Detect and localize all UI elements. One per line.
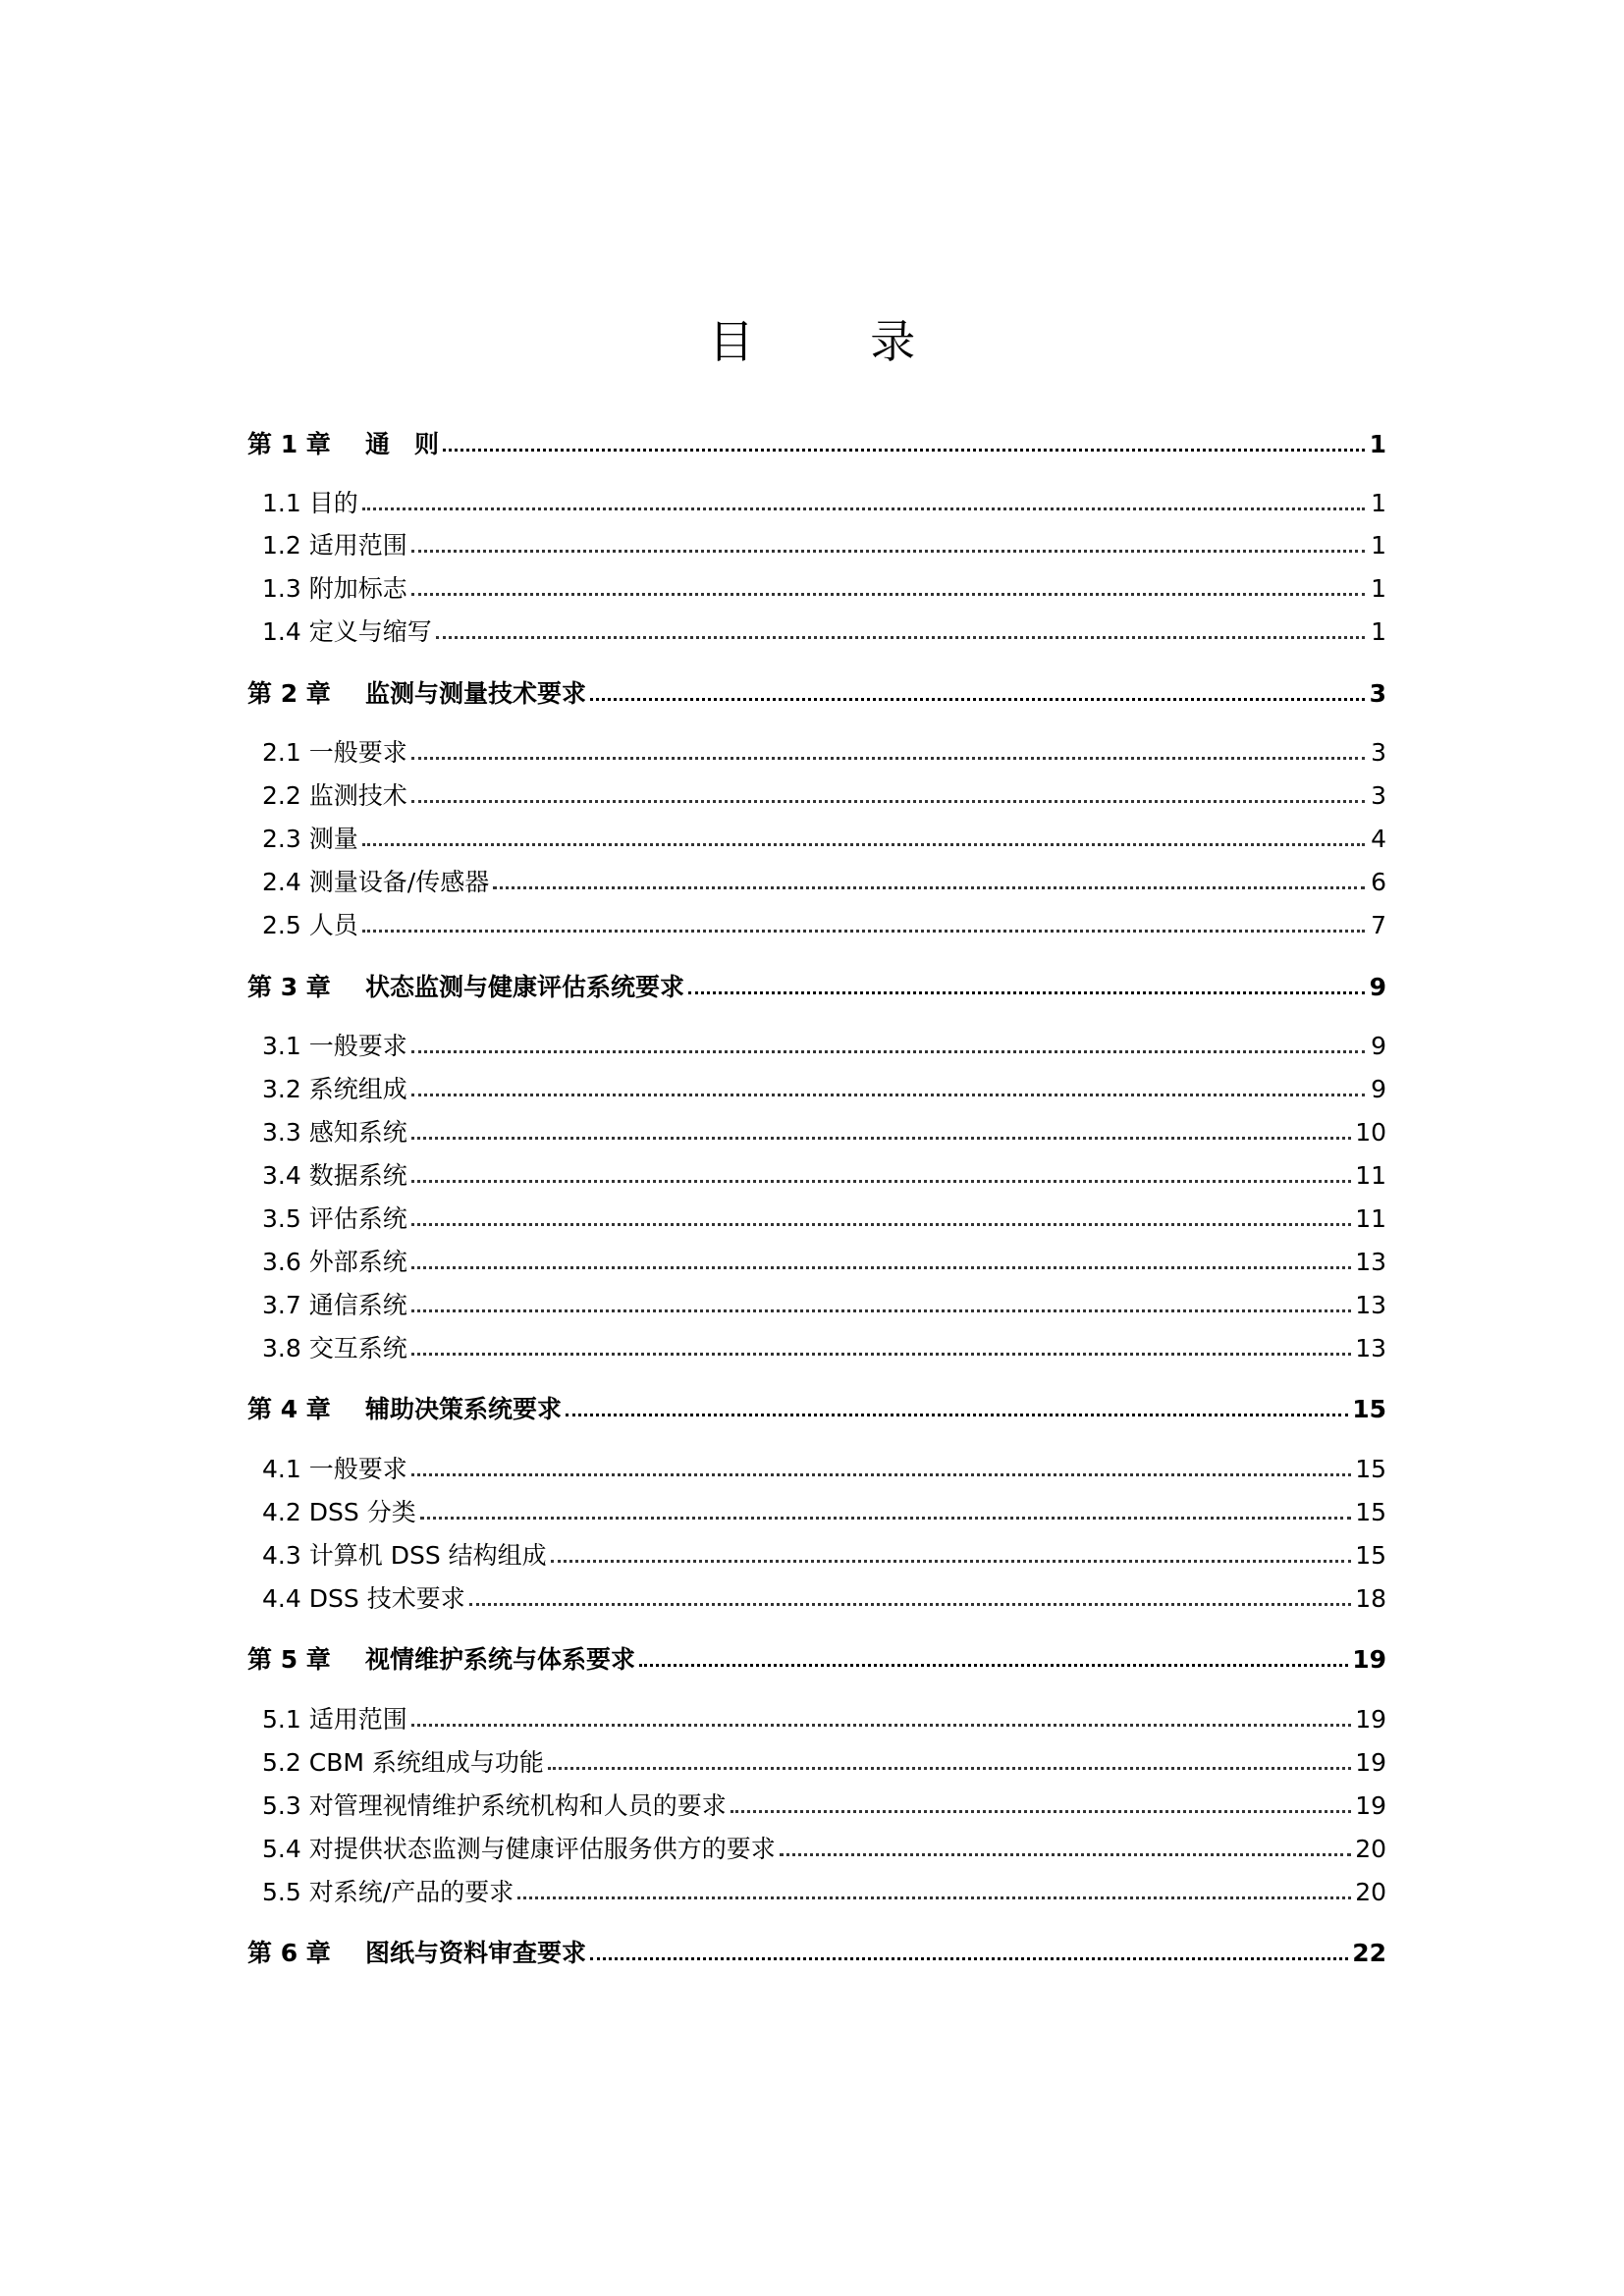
toc-entry-page-number: 20: [1355, 1835, 1386, 1863]
toc-entry-page-number: 11: [1355, 1204, 1386, 1233]
dot-leader: [566, 1413, 1348, 1416]
dot-leader: [411, 1136, 1351, 1140]
toc-entry-label: 感知系统: [308, 1118, 407, 1147]
toc-entry-number: 2.1: [262, 738, 301, 767]
toc-entry-page-number: 10: [1355, 1118, 1386, 1147]
dot-leader: [548, 1766, 1351, 1770]
dot-leader: [411, 1265, 1351, 1269]
toc-entry-number: 5.5: [262, 1878, 301, 1906]
toc-section-entry[interactable]: [262, 1072, 1386, 1107]
toc-entry-label: DSS 技术要求: [308, 1584, 465, 1613]
toc-entry-label: 人员: [308, 911, 358, 939]
toc-section-entry[interactable]: [262, 486, 1386, 521]
toc-entry-label: 计算机 DSS 结构组成: [308, 1541, 547, 1570]
toc-entry-number: 3.3: [262, 1118, 301, 1147]
dot-leader: [411, 1222, 1351, 1226]
toc-entry-number: 3.8: [262, 1334, 301, 1362]
toc-entry-number: 3.1: [262, 1032, 301, 1060]
toc-title: 目 录: [708, 315, 967, 368]
toc-entry-number: 1.3: [262, 574, 301, 603]
toc-entry-page-number: 3: [1369, 679, 1386, 708]
dot-leader: [362, 929, 1365, 933]
toc-entry-label: 交互系统: [308, 1334, 407, 1362]
toc-entry-number: 1.2: [262, 531, 301, 560]
dot-leader: [517, 1896, 1351, 1899]
toc-entry-number: 第 5 章: [247, 1645, 331, 1674]
toc-entry-number: 第 2 章: [247, 679, 331, 708]
toc-entry-number: 3.2: [262, 1075, 301, 1103]
toc-chapter-entry[interactable]: [247, 427, 1386, 462]
dot-leader: [411, 1472, 1351, 1476]
dot-leader: [436, 635, 1365, 639]
toc-entry-label: 评估系统: [308, 1204, 407, 1233]
toc-section-entry[interactable]: [262, 1875, 1386, 1910]
toc-entry-number: 4.3: [262, 1541, 301, 1570]
toc-entry-label: 测量: [308, 825, 358, 853]
toc-entry-number: 4.1: [262, 1455, 301, 1483]
toc-entry-number: 5.1: [262, 1705, 301, 1734]
dot-leader: [493, 885, 1365, 889]
dot-leader: [411, 1308, 1351, 1312]
toc-section-entry[interactable]: [262, 1245, 1386, 1280]
toc-section-entry[interactable]: [262, 1029, 1386, 1064]
toc-entry-page-number: 20: [1355, 1878, 1386, 1906]
toc-entry-number: 2.2: [262, 781, 301, 810]
dot-leader: [411, 549, 1365, 553]
dot-leader: [411, 756, 1365, 760]
toc-section-entry[interactable]: [262, 528, 1386, 563]
toc-entry-page-number: 7: [1371, 911, 1386, 939]
toc-section-entry[interactable]: [262, 1495, 1386, 1530]
toc-entry-page-number: 9: [1369, 973, 1386, 1001]
toc-entry-label: DSS 分类: [308, 1498, 416, 1526]
toc-entry-page-number: 3: [1371, 738, 1386, 767]
toc-entry-number: 3.6: [262, 1248, 301, 1276]
toc-entry-label: 通信系统: [308, 1291, 407, 1319]
dot-leader: [362, 507, 1365, 510]
toc-entry-number: 5.3: [262, 1791, 301, 1820]
toc-entry-page-number: 22: [1352, 1939, 1386, 1967]
toc-entry-label: 一般要求: [308, 1032, 407, 1060]
toc-entry-page-number: 1: [1371, 531, 1386, 560]
dot-leader: [411, 799, 1365, 803]
toc-entry-page-number: 1: [1369, 430, 1386, 458]
toc-entry-number: 3.7: [262, 1291, 301, 1319]
toc-entry-number: 2.3: [262, 825, 301, 853]
toc-entry-page-number: 19: [1352, 1645, 1386, 1674]
dot-leader: [780, 1852, 1351, 1856]
dot-leader: [411, 592, 1365, 596]
dot-leader: [590, 1956, 1348, 1960]
dot-leader: [411, 1723, 1351, 1727]
toc-entry-number: 5.2: [262, 1748, 301, 1777]
toc-entry-page-number: 13: [1355, 1248, 1386, 1276]
toc-entry-number: 第 1 章: [247, 430, 331, 458]
toc-entry-label: 辅助决策系统要求: [365, 1395, 563, 1423]
toc-section-entry[interactable]: [262, 614, 1386, 650]
toc-entry-label: 系统组成: [308, 1075, 407, 1103]
toc-chapter-entry[interactable]: [247, 1936, 1386, 1971]
dot-leader: [688, 990, 1365, 994]
dot-leader: [411, 1093, 1365, 1096]
toc-entry-page-number: 19: [1355, 1748, 1386, 1777]
toc-section-entry[interactable]: [262, 1745, 1386, 1781]
toc-entry-page-number: 11: [1355, 1161, 1386, 1190]
toc-entry-number: 1.4: [262, 617, 301, 646]
toc-section-entry[interactable]: [262, 1702, 1386, 1737]
toc-chapter-entry[interactable]: [247, 1392, 1386, 1427]
toc-section-entry[interactable]: [262, 865, 1386, 900]
toc-entry-label: 对管理视情维护系统机构和人员的要求: [308, 1791, 727, 1820]
toc-entry-page-number: 13: [1355, 1291, 1386, 1319]
toc-entry-label: 状态监测与健康评估系统要求: [365, 973, 685, 1001]
toc-entry-number: 第 3 章: [247, 973, 331, 1001]
toc-section-entry[interactable]: [262, 1452, 1386, 1487]
toc-entry-label: 监测与测量技术要求: [365, 679, 587, 708]
toc-entry-number: 2.4: [262, 868, 301, 896]
toc-entry-page-number: 19: [1355, 1791, 1386, 1820]
toc-entry-page-number: 6: [1371, 868, 1386, 896]
toc-entry-number: 3.4: [262, 1161, 301, 1190]
dot-leader: [420, 1516, 1351, 1520]
toc-entry-label: 监测技术: [308, 781, 407, 810]
dot-leader: [411, 1352, 1351, 1356]
toc-entry-page-number: 1: [1371, 617, 1386, 646]
toc-entry-page-number: 13: [1355, 1334, 1386, 1362]
toc-entry-page-number: 1: [1371, 489, 1386, 517]
toc-entry-number: 第 6 章: [247, 1939, 331, 1967]
toc-section-entry[interactable]: [262, 1201, 1386, 1237]
toc-entry-page-number: 15: [1355, 1541, 1386, 1570]
toc-entry-number: 3.5: [262, 1204, 301, 1233]
toc-entry-page-number: 3: [1371, 781, 1386, 810]
toc-entry-label: 定义与缩写: [308, 617, 432, 646]
toc-entry-label: 数据系统: [308, 1161, 407, 1190]
toc-section-entry[interactable]: [262, 1581, 1386, 1617]
toc-chapter-entry[interactable]: [247, 970, 1386, 1005]
toc-entry-label: 附加标志: [308, 574, 407, 603]
dot-leader: [443, 448, 1365, 452]
toc-section-entry[interactable]: [262, 822, 1386, 857]
toc-entry-label: 适用范围: [308, 531, 407, 560]
dot-leader: [639, 1663, 1348, 1667]
toc-entry-page-number: 9: [1371, 1075, 1386, 1103]
toc-entry-page-number: 1: [1371, 574, 1386, 603]
toc-section-entry[interactable]: [262, 1115, 1386, 1150]
toc-section-entry[interactable]: [262, 1832, 1386, 1867]
toc-entry-label: 图纸与资料审查要求: [365, 1939, 587, 1967]
toc-chapter-entry[interactable]: [247, 1642, 1386, 1678]
toc-entry-label: 一般要求: [308, 738, 407, 767]
toc-section-entry[interactable]: [262, 735, 1386, 771]
toc-entry-number: 1.1: [262, 489, 301, 517]
dot-leader: [411, 1179, 1351, 1183]
toc-entry-number: 4.4: [262, 1584, 301, 1613]
toc-section-entry[interactable]: [262, 1789, 1386, 1824]
toc-entry-label: 测量设备/传感器: [308, 868, 490, 896]
toc-entry-label: 一般要求: [308, 1455, 407, 1483]
toc-entry-label: 适用范围: [308, 1705, 407, 1734]
toc-entry-label: 通 则: [365, 430, 440, 458]
toc-entry-page-number: 9: [1371, 1032, 1386, 1060]
toc-entry-page-number: 15: [1352, 1395, 1386, 1423]
toc-section-entry[interactable]: [262, 1538, 1386, 1574]
toc-entry-label: CBM 系统组成与功能: [308, 1748, 544, 1777]
toc-section-entry[interactable]: [262, 908, 1386, 943]
toc-section-entry[interactable]: [262, 778, 1386, 814]
toc-section-entry[interactable]: [262, 1158, 1386, 1194]
toc-entry-page-number: 15: [1355, 1498, 1386, 1526]
dot-leader: [362, 842, 1365, 846]
toc-entry-page-number: 15: [1355, 1455, 1386, 1483]
toc-section-entry[interactable]: [262, 1288, 1386, 1323]
toc-entry-label: 对提供状态监测与健康评估服务供方的要求: [308, 1835, 776, 1863]
toc-section-entry[interactable]: [262, 571, 1386, 607]
toc-entry-label: 外部系统: [308, 1248, 407, 1276]
toc-section-entry[interactable]: [262, 1331, 1386, 1366]
toc-entry-page-number: 18: [1355, 1584, 1386, 1613]
toc-entry-number: 第 4 章: [247, 1395, 331, 1423]
dot-leader: [411, 1049, 1365, 1053]
toc-entry-label: 对系统/产品的要求: [308, 1878, 514, 1906]
toc-entry-page-number: 19: [1355, 1705, 1386, 1734]
dot-leader: [731, 1809, 1351, 1813]
toc-entry-number: 2.5: [262, 911, 301, 939]
toc-entry-label: 目的: [308, 489, 358, 517]
toc-chapter-entry[interactable]: [247, 676, 1386, 712]
dot-leader: [590, 697, 1365, 701]
dot-leader: [551, 1559, 1352, 1563]
toc-entry-number: 4.2: [262, 1498, 301, 1526]
toc-entry-label: 视情维护系统与体系要求: [365, 1645, 636, 1674]
toc-entry-page-number: 4: [1371, 825, 1386, 853]
dot-leader: [469, 1602, 1351, 1606]
toc-entry-number: 5.4: [262, 1835, 301, 1863]
